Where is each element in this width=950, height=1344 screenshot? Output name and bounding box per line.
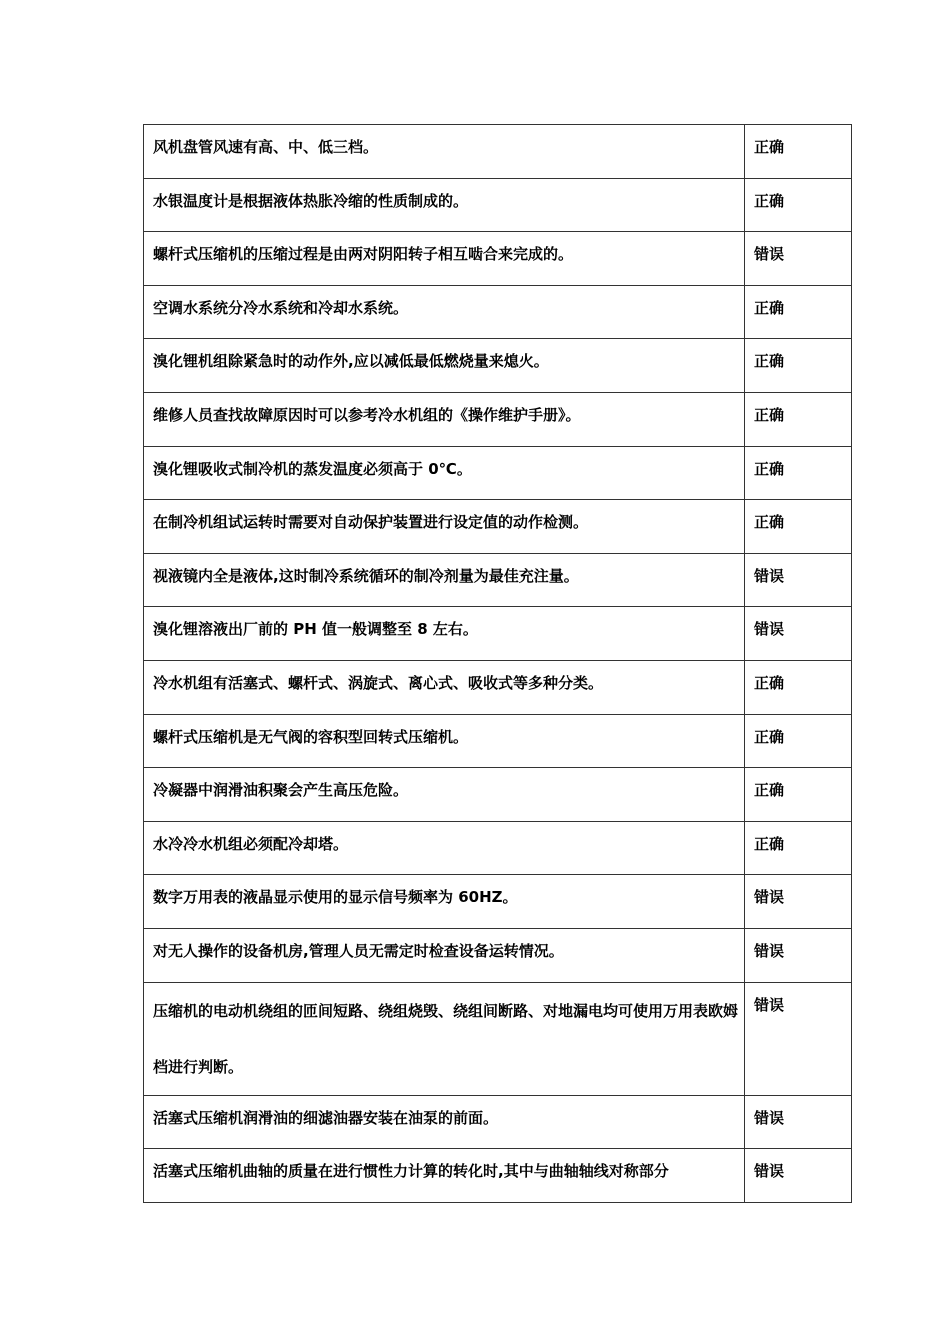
answer-text: 正确 [745, 339, 852, 393]
table-row [144, 285, 852, 339]
answer-text: 错误 [745, 1095, 852, 1149]
question-text: 螺杆式压缩机是无气阀的容积型回转式压缩机。 [144, 714, 745, 768]
question-text: 风机盘管风速有高、中、低三档。 [144, 125, 745, 179]
answer-text: 错误 [745, 875, 852, 929]
answer-text: 正确 [745, 392, 852, 446]
table-row [144, 928, 852, 982]
answer-text: 错误 [745, 607, 852, 661]
question-text: 视液镜内全是液体,这时制冷系统循环的制冷剂量为最佳充注量。 [144, 553, 745, 607]
table-row [144, 607, 852, 661]
table-row [144, 821, 852, 875]
question-text: 对无人操作的设备机房,管理人员无需定时检查设备运转情况。 [144, 928, 745, 982]
table-row [144, 339, 852, 393]
answer-text: 错误 [745, 553, 852, 607]
answer-text: 正确 [745, 660, 852, 714]
table-row [144, 660, 852, 714]
table-row [144, 1149, 852, 1203]
answer-text: 正确 [745, 500, 852, 554]
question-text: 冷凝器中润滑油积聚会产生高压危险。 [144, 768, 745, 822]
question-text: 螺杆式压缩机的压缩过程是由两对阴阳转子相互啮合来完成的。 [144, 232, 745, 286]
table-row [144, 982, 852, 1095]
table-row [144, 392, 852, 446]
question-text: 压缩机的电动机绕组的匝间短路、绕组烧毁、绕组间断路、对地漏电均可使用万用表欧姆档进行判断。 [144, 982, 745, 1095]
question-text: 水银温度计是根据液体热胀冷缩的性质制成的。 [144, 178, 745, 232]
answer-text: 错误 [745, 232, 852, 286]
table-row [144, 500, 852, 554]
question-text: 活塞式压缩机润滑油的细滤油器安装在油泵的前面。 [144, 1095, 745, 1149]
question-text: 在制冷机组试运转时需要对自动保护装置进行设定值的动作检测。 [144, 500, 745, 554]
question-text: 水冷冷水机组必须配冷却塔。 [144, 821, 745, 875]
question-text: 维修人员查找故障原因时可以参考冷水机组的《操作维护手册》。 [144, 392, 745, 446]
answer-text: 错误 [745, 928, 852, 982]
answer-text: 正确 [745, 714, 852, 768]
answer-text: 正确 [745, 285, 852, 339]
question-text: 冷水机组有活塞式、螺杆式、涡旋式、离心式、吸收式等多种分类。 [144, 660, 745, 714]
answer-text: 正确 [745, 178, 852, 232]
question-text: 溴化锂吸收式制冷机的蒸发温度必须高于 0℃。 [144, 446, 745, 500]
question-text: 数字万用表的液晶显示使用的显示信号频率为 60HZ。 [144, 875, 745, 929]
table-row [144, 875, 852, 929]
question-text: 空调水系统分冷水系统和冷却水系统。 [144, 285, 745, 339]
answer-text: 正确 [745, 768, 852, 822]
answer-text: 正确 [745, 125, 852, 179]
table-row [144, 553, 852, 607]
question-text: 活塞式压缩机曲轴的质量在进行惯性力计算的转化时,其中与曲轴轴线对称部分 [144, 1149, 745, 1203]
table-row [144, 714, 852, 768]
table-row [144, 768, 852, 822]
answer-text: 错误 [745, 982, 852, 1095]
answer-text: 错误 [745, 1149, 852, 1203]
question-text: 溴化锂溶液出厂前的 PH 值一般调整至 8 左右。 [144, 607, 745, 661]
answer-text: 正确 [745, 821, 852, 875]
table-row [144, 1095, 852, 1149]
question-answer-table [143, 124, 852, 1203]
table-row [144, 178, 852, 232]
table-row [144, 232, 852, 286]
question-text: 溴化锂机组除紧急时的动作外,应以减低最低燃烧量来熄火。 [144, 339, 745, 393]
table-row [144, 446, 852, 500]
table-row [144, 125, 852, 179]
answer-text: 正确 [745, 446, 852, 500]
